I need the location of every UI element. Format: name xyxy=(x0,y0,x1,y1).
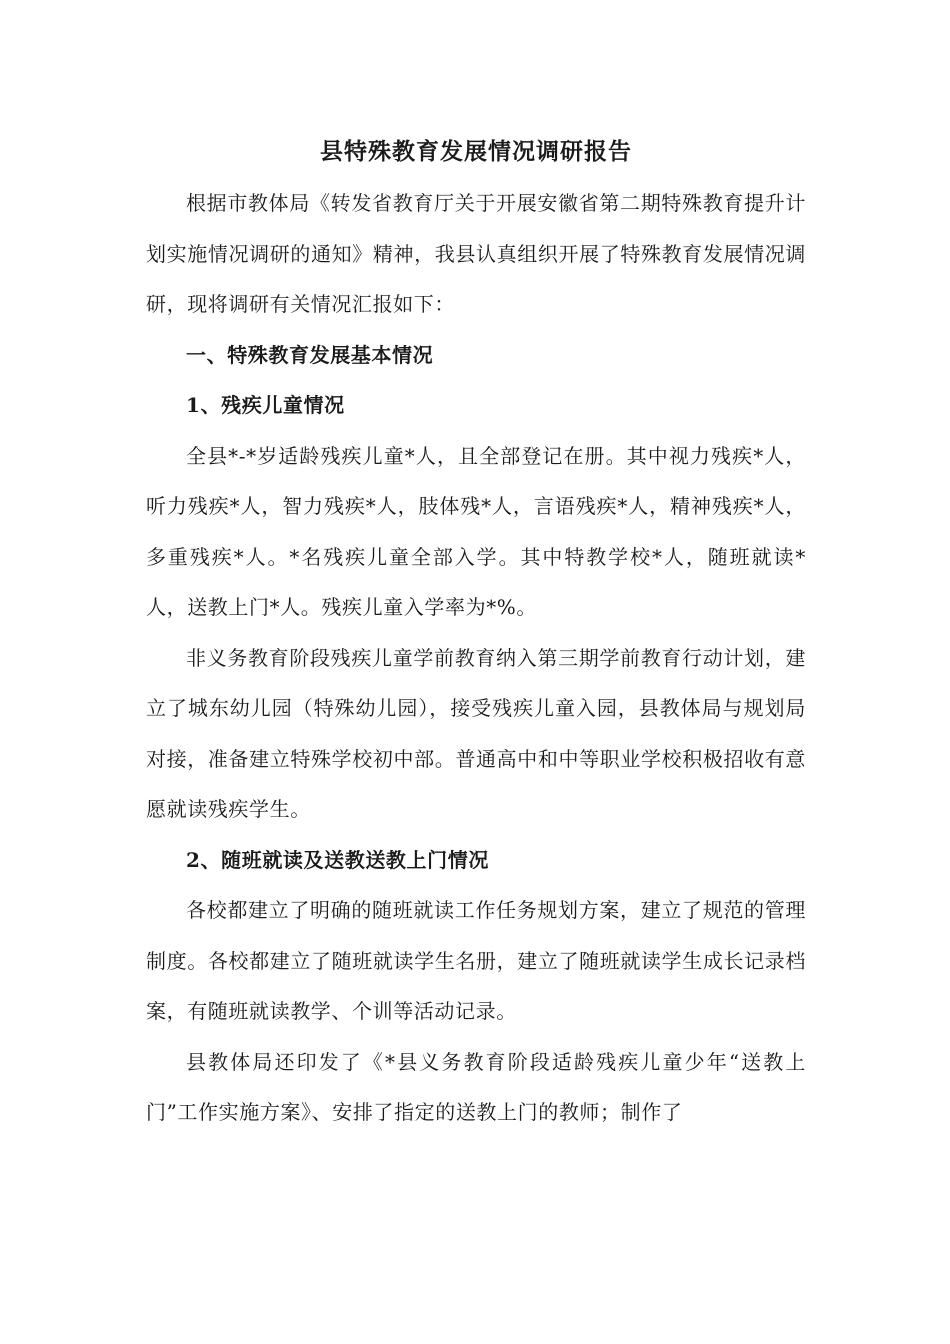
intro-paragraph: 根据市教体局《转发省教育厅关于开展安徽省第二期特殊教育提升计划实施情况调研的通知》精神，我县认真组织开展了特殊教育发展情况调研，现将调研有关情况汇报如下： xyxy=(146,191,806,316)
document-page xyxy=(146,128,806,1138)
paragraph-disabled-children-stats: 全县*-*岁适龄残疾儿童*人，且全部登记在册。其中视力残疾*人，听力残疾*人，智力残疾*人，肢体残*人，言语残疾*人，精神残疾*人，多重残疾*人。*名残疾儿童全部入学。其中特教学校*人，随班就读*人，送教上门*人。残疾儿童入学率为*%。 xyxy=(146,443,806,619)
subsection-heading-disabled-children: 1、残疾儿童情况 xyxy=(186,393,345,417)
subsection-heading-inclusive-education: 2、随班就读及送教送教上门情况 xyxy=(186,847,489,872)
paragraph-inclusive-education: 各校都建立了明确的随班就读工作任务规划方案，建立了规范的管理制度。各校都建立了随班就读学生名册，建立了随班就读学生成长记录档案，有随班就读教学、个训等活动记录。 xyxy=(146,898,806,1023)
section-heading-basic-situation: 一、特殊教育发展基本情况 xyxy=(186,342,434,367)
document-title: 县特殊教育发展情况调研报告 xyxy=(320,138,632,165)
paragraph-non-compulsory-education: 非义务教育阶段残疾儿童学前教育纳入第三期学前教育行动计划，建立了城东幼儿园（特殊幼儿园），接受残疾儿童入园，县教体局与规划局对接，准备建立特殊学校初中部。普通高中和中等职业学校积极招收有意愿就读残疾学生。 xyxy=(146,645,806,821)
paragraph-home-delivery-education: 县教体局还印发了《*县义务教育阶段适龄残疾儿童少年“送教上门”工作实施方案》、安排了指定的送教上门的教师；制作了 xyxy=(146,1049,806,1124)
